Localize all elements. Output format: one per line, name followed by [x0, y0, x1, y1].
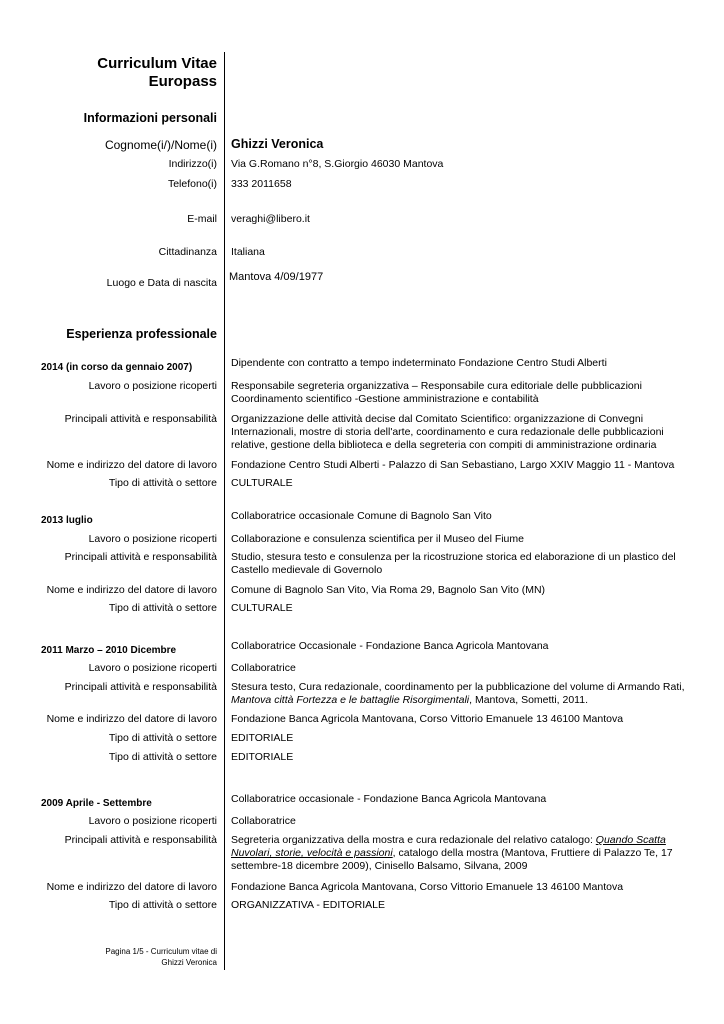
exp1-job — [231, 380, 691, 406]
exp4-duties-label: Principali attività e responsabilità — [64, 834, 217, 846]
footer-line1: Pagina 1/5 - Curriculum vitae di — [105, 947, 217, 956]
exp3-duties-line1: Stesura testo, Cura redazionale, coordinamento per la pubblicazione del volume di Armando Rati, — [231, 681, 685, 693]
name-label: Cognome(i/)/Nome(i) — [104, 138, 217, 152]
exp2-date: 2013 luglio — [41, 515, 93, 526]
exp4-duties-intro: Segreteria organizzativa della mostra e cura redazionale del relativo catalogo: — [231, 834, 596, 846]
section-experience: Esperienza professionale — [66, 327, 217, 341]
exp4-duties-rest: , catalogo della mostra (Mantova, Fruttiere di Palazzo Te, 17 settembre-18 dicembre 2009), Cinisello Balsamo, Silvana, 2009 — [231, 847, 673, 872]
phone-label: Telefono(i) — [167, 178, 217, 190]
exp4-job: Collaboratrice — [231, 815, 296, 827]
exp1-sector-label: Tipo di attività o settore — [108, 477, 217, 489]
exp3-job: Collaboratrice — [231, 662, 296, 674]
exp3-sector-label: Tipo di attività o settore — [108, 732, 217, 744]
exp4-employer: Fondazione Banca Agricola Mantovana, Corso Vittorio Emanuele 13 46100 Mantova — [231, 881, 624, 893]
email-value: veraghi@libero.it — [231, 213, 310, 225]
exp4-duties — [231, 834, 691, 873]
exp1-headline: Dipendente con contratto a tempo indeterminato Fondazione Centro Studi Alberti — [231, 357, 607, 369]
exp1-duties-label: Principali attività e responsabilità — [64, 413, 217, 425]
birth-label: Luogo e Data di nascita — [106, 277, 217, 289]
exp2-headline: Collaboratrice occasionale Comune di Bagnolo San Vito — [231, 510, 492, 522]
exp3-duties-label: Principali attività e responsabilità — [64, 681, 217, 693]
exp2-job: Collaborazione e consulenza scientifica per il Museo del Fiume — [231, 533, 524, 545]
footer-divider — [224, 944, 225, 970]
exp4-catalog-title: Quando Scatta Nuvolari, storie, velocità e passioni — [231, 834, 666, 859]
exp1-job-label: Lavoro o posizione ricoperti — [88, 380, 217, 392]
exp2-duties-label: Principali attività e responsabilità — [64, 551, 217, 563]
cv-title-line2: Europass — [148, 73, 217, 90]
email-label: E-mail — [187, 213, 217, 225]
exp4-employer-label: Nome e indirizzo del datore di lavoro — [46, 881, 217, 893]
phone-value: 333 2011658 — [231, 178, 292, 190]
address-label: Indirizzo(i) — [168, 158, 217, 170]
exp3-sector-label-2: Tipo di attività o settore — [108, 751, 217, 763]
column-divider — [224, 52, 225, 950]
exp1-job-line2: Coordinamento scientifico -Gestione amministrazione e contabilità — [231, 393, 539, 405]
exp4-sector-label: Tipo di attività o settore — [108, 899, 217, 911]
exp1-sector: CULTURALE — [231, 477, 293, 489]
exp3-book-publisher: , Mantova, Sometti, 2011. — [469, 694, 588, 706]
exp1-employer-label: Nome e indirizzo del datore di lavoro — [46, 459, 217, 471]
exp2-job-label: Lavoro o posizione ricoperti — [88, 533, 217, 545]
address-value: Via G.Romano n°8, S.Giorgio 46030 Mantova — [231, 158, 444, 170]
exp1-employer: Fondazione Centro Studi Alberti - Palazzo di San Sebastiano, Largo XXIV Maggio 11 - Mantova — [231, 459, 675, 471]
exp3-sector2: EDITORIALE — [231, 751, 294, 763]
exp2-employer-label: Nome e indirizzo del datore di lavoro — [46, 584, 217, 596]
exp1-duties: Organizzazione delle attività decise dal Comitato Scientifico: organizzazione di Convegni Internazionali, mostre di storia dell'arte, coordinamento e cura redazionale delle pubblicazioni relative, gestione della biblioteca e della segreteria con compiti di amministrazione ordinaria — [231, 413, 664, 451]
exp3-employer: Fondazione Banca Agricola Mantovana, Corso Vittorio Emanuele 13 46100 Mantova — [231, 713, 624, 725]
exp2-sector: CULTURALE — [231, 602, 293, 614]
exp3-sector1: EDITORIALE — [231, 732, 294, 744]
birth-value: Mantova 4/09/1977 — [229, 271, 324, 283]
exp3-book-title: Mantova città Fortezza e le battaglie Risorgimentali — [231, 694, 470, 706]
exp4-sector: ORGANIZZATIVA - EDITORIALE — [231, 899, 386, 911]
exp1-date: 2014 (in corso da gennaio 2007) — [41, 362, 193, 373]
exp4-job-label: Lavoro o posizione ricoperti — [88, 815, 217, 827]
citizenship-value: Italiana — [231, 246, 265, 258]
exp2-employer: Comune di Bagnolo San Vito, Via Roma 29, Bagnolo San Vito (MN) — [231, 584, 546, 596]
exp4-headline: Collaboratrice occasionale - Fondazione Banca Agricola Mantovana — [231, 793, 547, 805]
section-personal-info: Informazioni personali — [83, 111, 217, 125]
page-footer — [105, 946, 217, 968]
exp3-headline: Collaboratrice Occasionale - Fondazione Banca Agricola Mantovana — [231, 640, 549, 652]
exp4-date: 2009 Aprile - Settembre — [41, 798, 152, 809]
exp3-date: 2011 Marzo – 2010 Dicembre — [41, 645, 177, 656]
exp2-sector-label: Tipo di attività o settore — [108, 602, 217, 614]
exp3-job-label: Lavoro o posizione ricoperti — [88, 662, 217, 674]
exp1-job-line1: Responsabile segreteria organizzativa – Responsabile cura editoriale delle pubblicazioni — [231, 380, 642, 392]
exp3-duties-line2 — [231, 694, 691, 707]
exp3-employer-label: Nome e indirizzo del datore di lavoro — [46, 713, 217, 725]
cv-title — [97, 55, 217, 91]
exp3-duties — [231, 681, 691, 707]
citizenship-label: Cittadinanza — [158, 246, 217, 258]
footer-line2: Ghizzi Veronica — [161, 958, 217, 967]
cv-title-line1: Curriculum Vitae — [97, 55, 217, 72]
exp2-duties: Studio, stesura testo e consulenza per la ricostruzione storica ed elaborazione di un plastico del Castello medievale di Governolo — [231, 551, 676, 576]
full-name: Ghizzi Veronica — [231, 137, 324, 151]
